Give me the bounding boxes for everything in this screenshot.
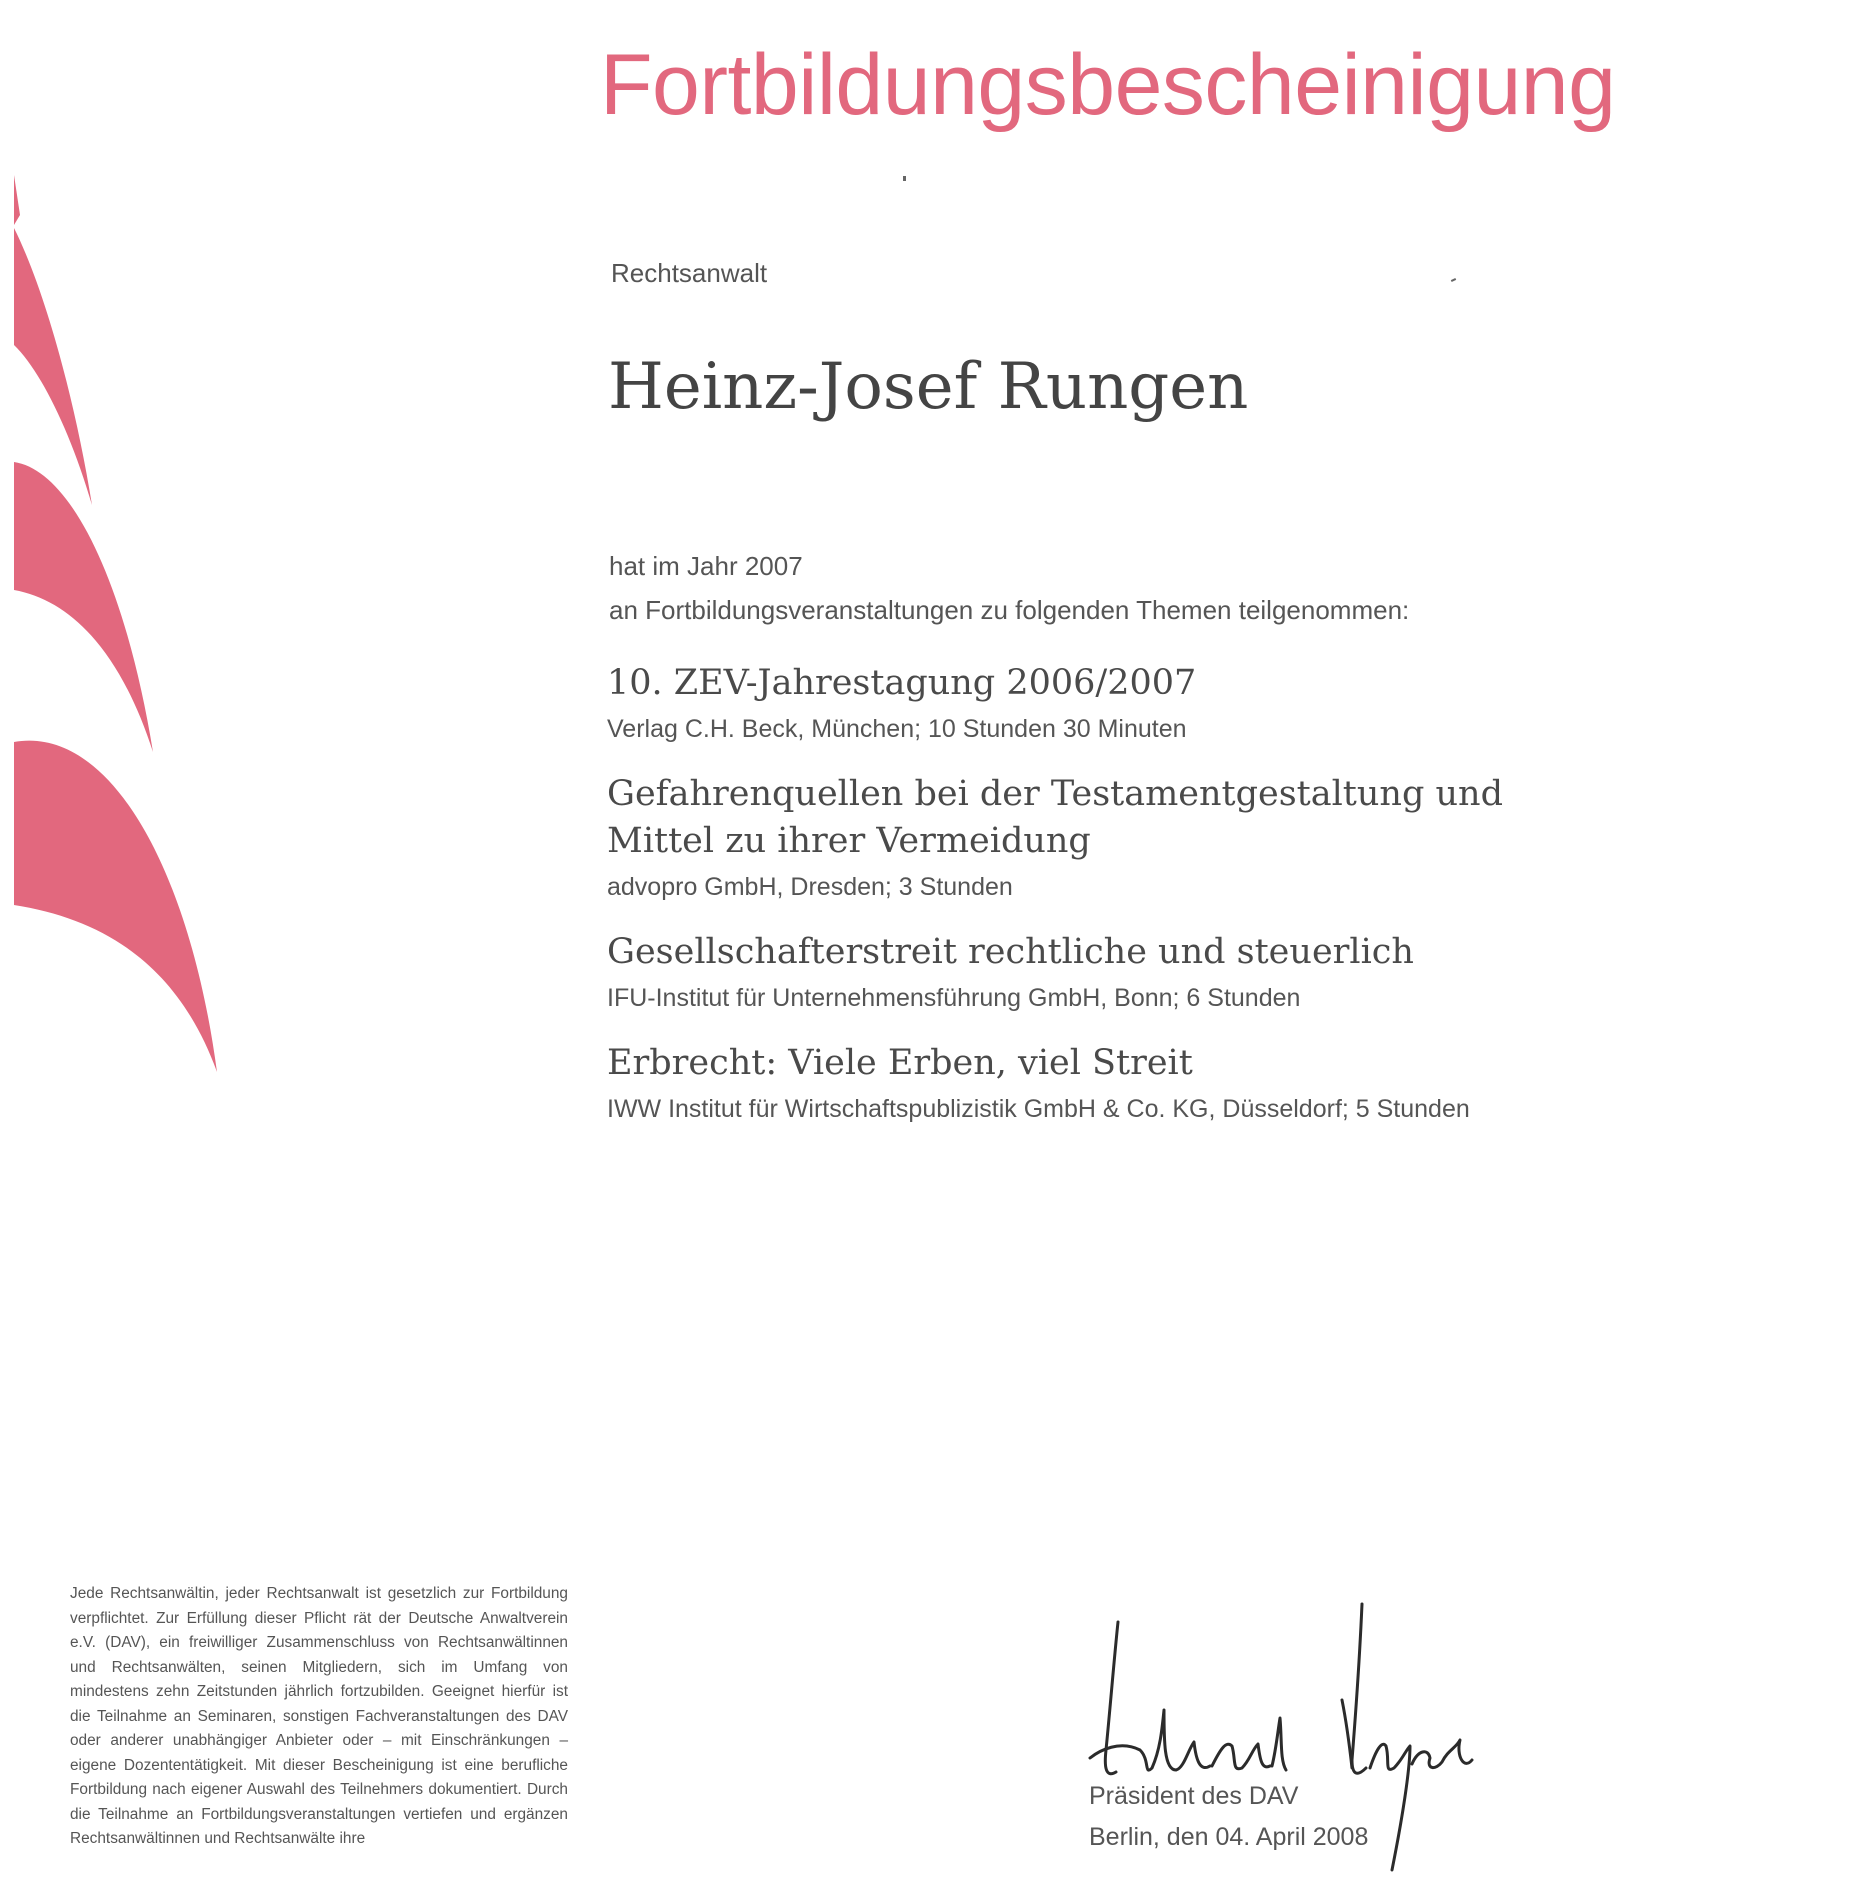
intro-text	[609, 544, 1409, 632]
red-curve-1	[14, 175, 20, 225]
course-title: 10. ZEV-Jahrestagung 2006/2007	[607, 663, 1197, 703]
course-item	[607, 771, 1607, 905]
red-curve-4	[14, 741, 217, 1072]
red-curve-3	[14, 462, 153, 752]
course-title: Gesellschafterstreit rechtliche und steuerlich	[607, 932, 1414, 972]
legal-footnote: Jede Rechtsanwältin, jeder Rechtsanwalt ist gesetzlich zur Fortbildung verpflichtet. Zur Erfüllung dieser Pflicht rät der Deutsche Anwaltverein e.V. (DAV), ein freiwilliger Zusammenschluss von Rechtsanwältinnen und Rechtsanwälten, seinen Mitgliedern, sich im Umfang von mindestens zehn Zeitstunden jährlich fortzubilden. Geeignet hierfür ist die Teilnahme an Seminaren, sonstigen Fachveranstaltungen des DAV oder anderer unabhängiger Anbieter oder – mit Einschränkungen – eigene Dozententätigkeit. Mit dieser Bescheinigung ist eine berufliche Fortbildung nach eigener Auswahl des Teilnehmers dokumentiert. Durch die Teilnahme an Fortbildungsveranstaltungen vertiefen und ergänzen Rechtsanwältinnen und Rechtsanwälte ihre	[70, 1585, 568, 1847]
salutation: Rechtsanwalt	[611, 258, 768, 288]
course-item	[607, 929, 1607, 1016]
course-item	[607, 1040, 1607, 1127]
course-title: Erbrecht: Viele Erben, viel Streit	[607, 1043, 1193, 1083]
scan-speck	[903, 176, 906, 181]
course-title: Gefahrenquellen bei der Testamentgestaltung und Mittel zu ihrer Vermeidung	[607, 774, 1503, 861]
certificate-title: Fortbildungsbescheinigung	[600, 37, 1616, 133]
course-detail: Verlag C.H. Beck, München; 10 Stunden 30 Minuten	[607, 715, 1187, 743]
course-item	[607, 660, 1607, 747]
course-detail: IWW Institut für Wirtschaftspublizistik GmbH & Co. KG, Düsseldorf; 5 Stunden	[607, 1095, 1470, 1123]
intro-line-2: an Fortbildungsveranstaltungen zu folgenden Themen teilgenommen:	[609, 595, 1410, 625]
signatory-role: Präsident des DAV	[1089, 1782, 1299, 1810]
decorative-red-curves	[0, 0, 240, 1100]
scan-speck	[1451, 278, 1456, 282]
intro-line-1: hat im Jahr 2007	[609, 551, 803, 581]
course-detail: advopro GmbH, Dresden; 3 Stunden	[607, 873, 1013, 901]
course-detail: IFU-Institut für Unternehmensführung GmbH, Bonn; 6 Stunden	[607, 984, 1301, 1012]
course-list	[607, 660, 1607, 1151]
recipient-name: Heinz-Josef Rungen	[608, 350, 1249, 424]
signature-caption	[1089, 1776, 1368, 1858]
place-and-date: Berlin, den 04. April 2008	[1089, 1823, 1369, 1851]
red-curve-2	[14, 228, 92, 505]
